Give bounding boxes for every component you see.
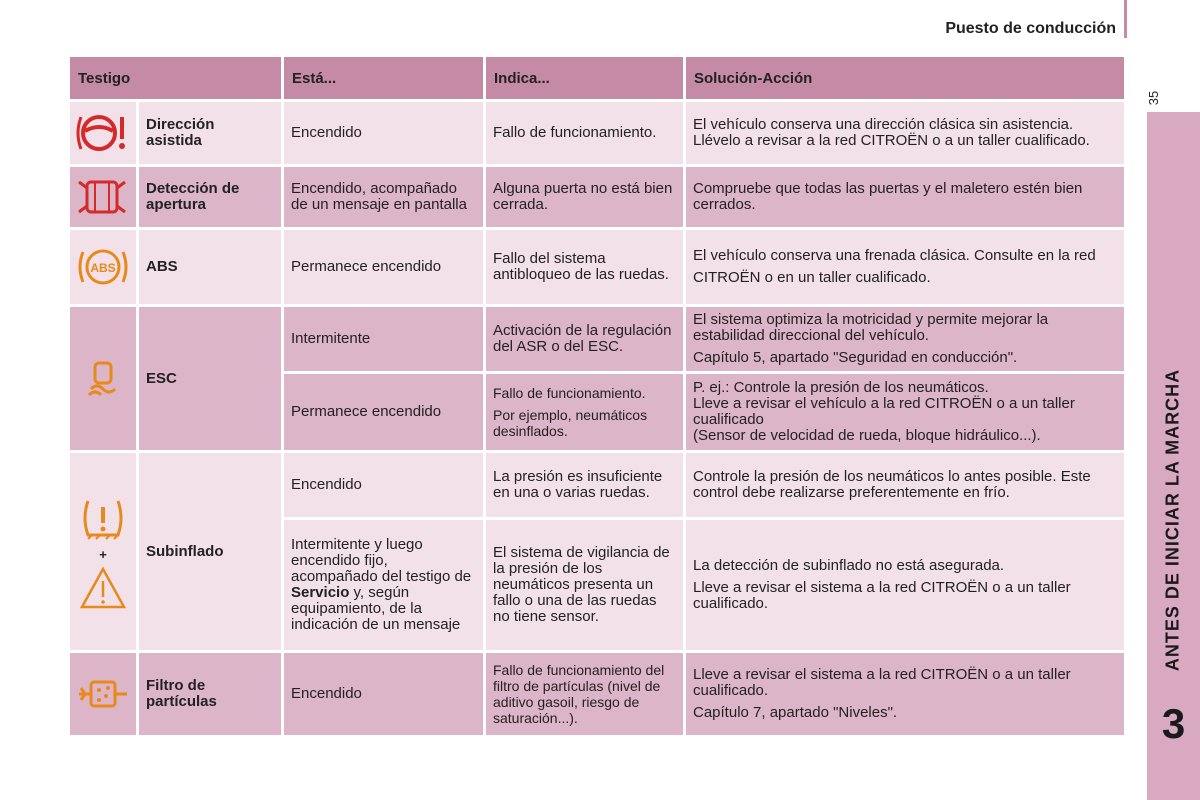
esta-text: y, según equipamiento, de la indicación de un mensaje <box>291 584 461 633</box>
table-row <box>70 167 1124 227</box>
solucion-line: CITROËN o en un taller cualificado. <box>693 269 931 286</box>
row-esta: Encendido <box>284 453 483 517</box>
solucion-line: Capítulo 7, apartado "Niveles". <box>693 704 898 721</box>
page-number: 35 <box>1146 90 1161 106</box>
table-header-row <box>70 57 1124 99</box>
row-indica: El sistema de vigilancia de la presión de los neumáticos presenta un fallo o una de las ruedas no tiene sensor. <box>486 520 683 650</box>
row-esta: Encendido <box>284 102 483 164</box>
row-solucion: Compruebe que todas las puertas y el maletero estén bien cerrados. <box>686 167 1124 227</box>
table-row <box>70 230 1124 304</box>
esta-text: Intermitente y luego encendido fijo, acompañado del testigo de <box>291 536 472 585</box>
row-solucion: El vehículo conserva una dirección clásica sin asistencia. Llévelo a revisar a la red CITROËN o a un taller cualificado. <box>686 102 1124 164</box>
row-solucion <box>686 653 1124 735</box>
chapter-number: 3 <box>1161 700 1186 747</box>
warning-lights-table <box>67 54 1127 738</box>
solucion-line: (Sensor de velocidad de rueda, bloque hidráulico...). <box>693 427 1041 444</box>
row-indica: Fallo del sistema antibloqueo de las ruedas. <box>486 230 683 304</box>
row-esta: Permanece encendido <box>284 230 483 304</box>
indica-line: Por ejemplo, neumáticos desinflados. <box>493 407 648 439</box>
solucion-line: P. ej.: Controle la presión de los neumáticos. <box>693 379 989 396</box>
row-esta: Encendido <box>284 653 483 735</box>
row-name: Detección de apertura <box>139 167 281 227</box>
tyre-pressure-icon <box>70 453 136 650</box>
solucion-line: El sistema optimiza la motricidad y permite mejorar la estabilidad direccional del vehículo. <box>693 311 1049 344</box>
plus-sign: + <box>99 546 107 562</box>
header-rule <box>1124 0 1127 38</box>
row-indica: Activación de la regulación del ASR o del ESC. <box>486 307 683 371</box>
esta-bold-text: Servicio <box>291 584 350 601</box>
row-esta: Permanece encendido <box>284 374 483 450</box>
row-esta <box>284 520 483 650</box>
table-row <box>70 102 1124 164</box>
row-name: Subinflado <box>139 453 281 650</box>
svg-text:ABS: ABS <box>90 261 116 275</box>
row-solucion <box>686 230 1124 304</box>
abs-warning-icon <box>70 230 136 304</box>
table-row <box>70 653 1124 735</box>
service-warning-icon <box>78 565 128 611</box>
row-solucion <box>686 307 1124 371</box>
row-solucion <box>686 374 1124 450</box>
solucion-line: Lleve a revisar el vehículo a la red CITROËN o a un taller cualificado <box>693 395 1075 428</box>
solucion-line: Lleve a revisar el sistema a la red CITROËN o a un taller cualificado. <box>693 666 1071 699</box>
row-indica: La presión es insuficiente en una o varias ruedas. <box>486 453 683 517</box>
table-row <box>70 307 1124 371</box>
row-esta: Encendido, acompañado de un mensaje en pantalla <box>284 167 483 227</box>
esc-skid-icon <box>70 307 136 450</box>
header-esta: Está... <box>284 57 483 99</box>
particle-filter-icon <box>70 653 136 735</box>
header-indica: Indica... <box>486 57 683 99</box>
row-esta: Intermitente <box>284 307 483 371</box>
solucion-line: Capítulo 5, apartado "Seguridad en conducción". <box>693 349 1018 366</box>
door-open-icon <box>70 167 136 227</box>
header-testigo: Testigo <box>70 57 281 99</box>
header-solucion: Solución-Acción <box>686 57 1124 99</box>
row-indica <box>486 374 683 450</box>
row-solucion <box>686 520 1124 650</box>
solucion-line: Lleve a revisar el sistema a la red CITROËN o a un taller cualificado. <box>693 579 1071 612</box>
row-name: ABS <box>139 230 281 304</box>
row-indica: Fallo de funcionamiento del filtro de partículas (nivel de aditivo gasoil, riesgo de saturación...). <box>486 653 683 735</box>
row-name: Filtro de partículas <box>139 653 281 735</box>
steering-warning-icon <box>70 102 136 164</box>
row-indica: Fallo de funcionamiento. <box>486 102 683 164</box>
row-indica: Alguna puerta no está bien cerrada. <box>486 167 683 227</box>
row-name: Dirección asistida <box>139 102 281 164</box>
page-title: Puesto de conducción <box>945 20 1116 37</box>
solucion-line: El vehículo conserva una frenada clásica. Consulte en la red <box>693 247 1096 264</box>
indica-line: Fallo de funcionamiento. <box>493 385 646 401</box>
table-row <box>70 453 1124 517</box>
row-name: ESC <box>139 307 281 450</box>
solucion-line: La detección de subinflado no está asegurada. <box>693 557 1005 574</box>
row-solucion: Controle la presión de los neumáticos lo antes posible. Este control debe realizarse preferentemente en frío. <box>686 453 1124 517</box>
section-title: ANTES DE INICIAR LA MARCHA <box>1162 368 1183 672</box>
